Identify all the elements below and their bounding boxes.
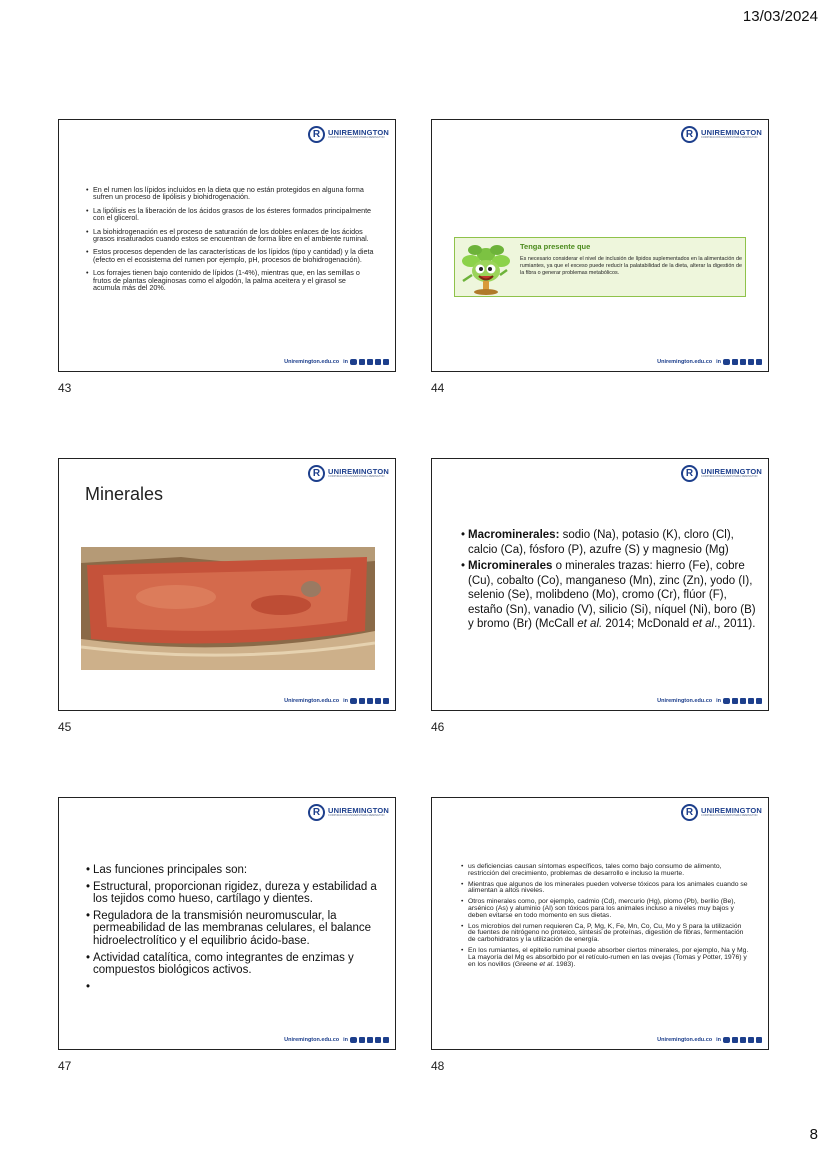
- list-item: [468, 528, 760, 557]
- logo-subtitle: CORPORACIÓN UNIVERSITARIA REMINGTON: [700, 136, 758, 140]
- youtube-icon: [350, 698, 357, 704]
- slide-footer: [657, 1037, 762, 1043]
- slide-46: [431, 458, 769, 711]
- list-item: [93, 981, 385, 993]
- twitter-icon: [740, 359, 746, 365]
- logo: [681, 465, 762, 482]
- tiktok-icon: [732, 1037, 738, 1043]
- linkedin-icon: in: [716, 359, 721, 365]
- slide-footer: [657, 359, 762, 365]
- slide-number: 48: [431, 1059, 445, 1073]
- facebook-icon: [756, 359, 762, 365]
- list-item: • Reguladora de la transmisión neuromuscular, la permeabilidad de las membranas celulares, el balance hidroelectrolítico y el equilibrio ácido-base.: [93, 910, 385, 948]
- page-date: 13/03/2024: [742, 8, 818, 25]
- ruminant-text: En los rumiantes, el epitelio ruminal puede absorber ciertos minerales, por ejemplo, Na y Mg. La mayoría del Mg es absorbido por el retículo-rumen en las ovejas (Tomas y Potter, 1976) y en los novillos (Greene: [468, 946, 749, 968]
- list-item: • Las funciones principales son:: [93, 864, 385, 877]
- slide-number: 43: [58, 381, 72, 395]
- bullet-list: [468, 528, 760, 634]
- tiktok-icon: [359, 1037, 365, 1043]
- linkedin-icon: in: [716, 1037, 721, 1043]
- tiktok-icon: [359, 359, 365, 365]
- slide-45: [58, 458, 396, 711]
- linkedin-icon: in: [716, 698, 721, 704]
- logo: [308, 465, 389, 482]
- list-item: [468, 948, 750, 968]
- list-item: • Los microbios del rumen requieren Ca, P, Mg, K, Fe, Mn, Co, Cu, Mo y S para la utilización de fuentes de nitrógeno no proteico, síntesis de proteínas, digestión de fibras, fermentación de carbohidratos y la utilización de energía.: [468, 924, 750, 944]
- facebook-icon: [383, 1037, 389, 1043]
- twitter-icon: [367, 698, 373, 704]
- tiktok-icon: [732, 359, 738, 365]
- logo-mark-icon: R: [308, 804, 325, 821]
- callout-box: [454, 237, 746, 297]
- footer-url: Uniremington.edu.co: [284, 698, 340, 704]
- list-item: [468, 559, 760, 632]
- microminerales-text: o minerales trazas: hierro (Fe), cobre (Cu), cobalto (Co), manganeso (Mn), zinc (Zn), yodo (I), selenio (Se), molibdeno (Mo), cromo (Cr), flúor (F), estaño (Sn), vanadio (V), silicio (Si), níquel (Ni), boro (B) y bromo (Br) (McCall: [468, 560, 756, 630]
- slide-number: 47: [58, 1059, 72, 1073]
- list-item: • La biohidrogenación es el proceso de saturación de los dobles enlaces de los ácidos grasos insaturados cuando estos se encuentran de forma libre en el ambiente ruminal.: [93, 228, 375, 243]
- linkedin-icon: in: [343, 698, 348, 704]
- list-item: • La lipólisis es la liberación de los ácidos grasos de los ésteres formados principalmente con el glicerol.: [93, 207, 375, 222]
- bullet-list: [93, 864, 385, 997]
- page-number: 8: [809, 1126, 818, 1143]
- slide-44: [431, 119, 769, 372]
- facebook-icon: [383, 698, 389, 704]
- slide-number: 44: [431, 381, 445, 395]
- list-item: • us deficiencias causan síntomas específicos, tales como bajo consumo de alimento, restricción del crecimiento, problemas de desarrollo e incluso la muerte.: [468, 864, 750, 878]
- logo-mark-icon: R: [308, 126, 325, 143]
- citation-text: 2014; McDonald: [602, 618, 693, 630]
- footer-url: Uniremington.edu.co: [284, 1037, 340, 1043]
- slide-47: [58, 797, 396, 1050]
- logo-name: UNIREMINGTON: [700, 805, 762, 815]
- instagram-icon: [748, 359, 754, 365]
- logo: [681, 804, 762, 821]
- list-item: • Otros minerales como, por ejemplo, cadmio (Cd), mercurio (Hg), plomo (Pb), berilio (Be), arsénico (As) y aluminio (Al) son tóxicos para los animales incluso a niveles muy bajos y deben evitarse en todo momento en sus dietas.: [468, 899, 750, 919]
- list-item: • Los forrajes tienen bajo contenido de lípidos (1-4%), mientras que, en las semillas o frutos de plantas oleaginosas como el algodón, la palma aceitera y el girasol se acumula más del 20%.: [93, 269, 375, 291]
- slide-footer: [657, 698, 762, 704]
- plant-mascot-icon: [457, 241, 515, 296]
- footer-url: Uniremington.edu.co: [284, 359, 340, 365]
- slide-48: [431, 797, 769, 1050]
- slide-43: [58, 119, 396, 372]
- instagram-icon: [748, 1037, 754, 1043]
- youtube-icon: [723, 359, 730, 365]
- macrominerales-label: Macrominerales:: [468, 529, 560, 541]
- youtube-icon: [723, 1037, 730, 1043]
- linkedin-icon: in: [343, 359, 348, 365]
- logo-subtitle: CORPORACIÓN UNIVERSITARIA REMINGTON: [700, 475, 758, 479]
- slide-number: 46: [431, 720, 445, 734]
- instagram-icon: [375, 359, 381, 365]
- slide-title: Minerales: [85, 484, 164, 504]
- callout-title: Tenga presente que: [520, 242, 591, 251]
- slide-footer: [284, 1037, 389, 1043]
- macrominerales-text: sodio (Na), potasio (K), cloro (Cl), calcio (Ca), fósforo (P), azufre (S) y magnesio (Mg): [468, 529, 734, 556]
- logo-name: UNIREMINGTON: [327, 127, 389, 137]
- tiktok-icon: [732, 698, 738, 704]
- logo: [308, 804, 389, 821]
- bullet-list: [468, 864, 750, 972]
- logo-subtitle: CORPORACIÓN UNIVERSITARIA REMINGTON: [327, 136, 385, 140]
- logo-subtitle: CORPORACIÓN UNIVERSITARIA REMINGTON: [327, 814, 385, 818]
- twitter-icon: [740, 1037, 746, 1043]
- logo-mark-icon: R: [681, 804, 698, 821]
- youtube-icon: [723, 698, 730, 704]
- list-item: • Mientras que algunos de los minerales pueden volverse tóxicos para los animales cuando se alimentan a altos niveles.: [468, 882, 750, 896]
- et-al: et al.: [577, 618, 603, 630]
- youtube-icon: [350, 359, 357, 365]
- slide-number: 45: [58, 720, 72, 734]
- facebook-icon: [383, 359, 389, 365]
- instagram-icon: [375, 698, 381, 704]
- list-item: • En el rumen los lípidos incluidos en la dieta que no están protegidos en alguna forma sufren un proceso de lipólisis y biohidrogenación.: [93, 186, 375, 201]
- logo-name: UNIREMINGTON: [700, 466, 762, 476]
- logo-name: UNIREMINGTON: [327, 466, 389, 476]
- footer-url: Uniremington.edu.co: [657, 698, 713, 704]
- footer-url: Uniremington.edu.co: [657, 1037, 713, 1043]
- microminerales-label: Microminerales: [468, 560, 553, 572]
- youtube-icon: [350, 1037, 357, 1043]
- instagram-icon: [375, 1037, 381, 1043]
- et-al: et al: [692, 618, 715, 630]
- list-item: • Estructural, proporcionan rigidez, dureza y estabilidad a los tejidos como hueso, cartílago y dientes.: [93, 881, 385, 906]
- citation-end: ., 2011).: [714, 618, 756, 630]
- facebook-icon: [756, 1037, 762, 1043]
- callout-text: Es necesario considerar el nivel de inclusión de lípidos suplementados en la alimentación de rumiantes, ya que el exceso puede reducir la palatabilidad de la dieta, alterar la digestión de la fibra o generar problemas metabólicos.: [520, 256, 742, 277]
- logo-subtitle: CORPORACIÓN UNIVERSITARIA REMINGTON: [700, 814, 758, 818]
- logo-name: UNIREMINGTON: [327, 805, 389, 815]
- list-item: • Actividad catalítica, como integrantes de enzimas y compuestos biológicos activos.: [93, 952, 385, 977]
- instagram-icon: [748, 698, 754, 704]
- logo-subtitle: CORPORACIÓN UNIVERSITARIA REMINGTON: [327, 475, 385, 479]
- linkedin-icon: in: [343, 1037, 348, 1043]
- et-al: et al: [539, 960, 553, 968]
- slide-footer: [284, 698, 389, 704]
- logo: [681, 126, 762, 143]
- logo: [308, 126, 389, 143]
- footer-url: Uniremington.edu.co: [657, 359, 713, 365]
- tiktok-icon: [359, 698, 365, 704]
- facebook-icon: [756, 698, 762, 704]
- bullet-list: [93, 186, 375, 297]
- twitter-icon: [367, 1037, 373, 1043]
- mineral-trough-image: [81, 547, 375, 670]
- logo-name: UNIREMINGTON: [700, 127, 762, 137]
- logo-mark-icon: R: [681, 126, 698, 143]
- slide-footer: [284, 359, 389, 365]
- logo-mark-icon: R: [681, 465, 698, 482]
- logo-mark-icon: R: [308, 465, 325, 482]
- twitter-icon: [367, 359, 373, 365]
- citation-end: . 1983).: [552, 960, 576, 968]
- twitter-icon: [740, 698, 746, 704]
- list-item: • Estos procesos dependen de las características de los lípidos (tipo y cantidad) y la dieta (efecto en el ecosistema del rumen por ejemplo, pH, procesos de biohidrogenación).: [93, 248, 375, 263]
